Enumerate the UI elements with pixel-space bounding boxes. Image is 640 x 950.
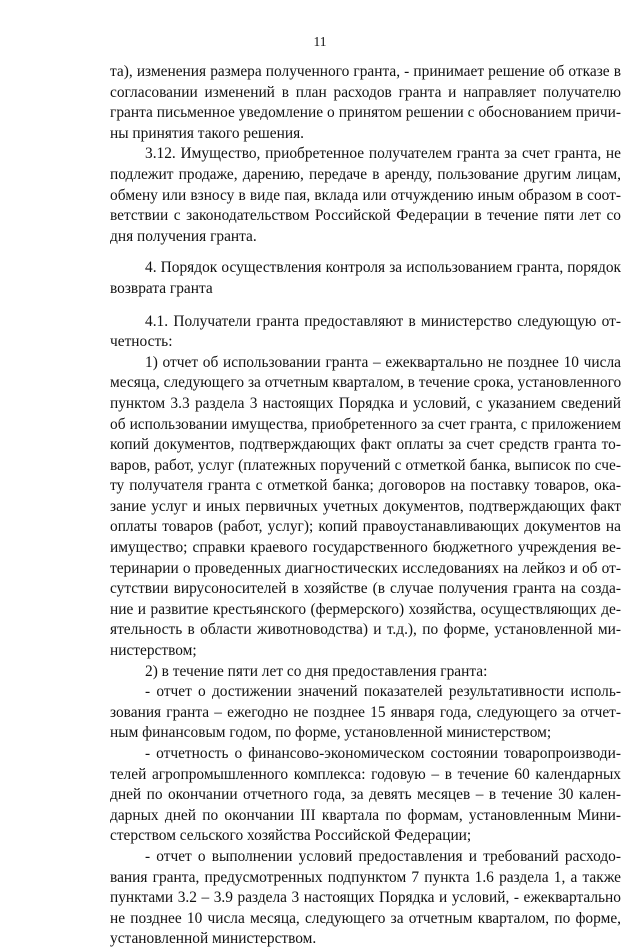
text-line: копий документов, подтверждающих факт оплаты за счет средств гранта то- xyxy=(110,436,621,454)
text-line: - отчетность о финансово-экономическом состоянии товаропроизводи- xyxy=(145,745,621,762)
text-line: 2) в течение пяти лет со дня предоставления гранта: xyxy=(145,662,488,680)
text-line: ятельность в области животноводства) и т.д.), по форме, установленной ми- xyxy=(110,621,621,639)
text-line: оплаты товаров (работ, услуг); копий правоустанавливающих документов на xyxy=(110,518,621,536)
text-line: телей агропромышленного комплекса: годовую – в течение 60 календарных xyxy=(110,765,621,783)
text-line: теринарии о проведенных диагностических исследованиях на лейкоз и об от- xyxy=(110,559,621,577)
text-line: подлежит продаже, дарению, передаче в аренду, пользование другим лицам, xyxy=(110,165,621,183)
text-line: установленной министерством. xyxy=(110,930,317,948)
text-line: не позднее 10 числа месяца, следующего за отчетным кварталом, по форме, xyxy=(110,909,621,927)
text-line: 4.1. Получатели гранта предоставляют в министерство следующую от- xyxy=(145,312,621,330)
text-line: стерством сельского хозяйства Российской Федерации; xyxy=(110,827,472,845)
text-line: зание услуг и иных первичных учетных документов, подтверждающих факт xyxy=(110,497,621,515)
text-line: гранта письменное уведомление о принятом решении с обоснованием причи- xyxy=(110,104,621,122)
text-line: дней по окончании отчетного года, за девять месяцев – в течение 30 кален- xyxy=(110,786,621,804)
text-line: об использовании имущества, приобретенного за счет гранта, с приложением xyxy=(110,415,621,433)
text-line: месяца, следующего за отчетным кварталом, в течение срока, установленного xyxy=(110,374,622,392)
paragraph-gap xyxy=(0,247,640,258)
text-line: имущество; справки краевого государственного бюджетного учреждения ве- xyxy=(110,539,621,557)
text-line: пунктами 3.2 – 3.9 раздела 3 настоящих Порядка и условий, - ежеквартально xyxy=(110,889,621,907)
text-line: ны принятия такого решения. xyxy=(110,124,305,142)
text-line: варов, работ, услуг (платежных поручений с отметкой банка, выписок по сче- xyxy=(110,456,621,474)
text-line: четность: xyxy=(110,333,173,351)
text-line: та), изменения размера полученного гранта, - принимает решение об отказе в xyxy=(110,63,621,80)
document-body xyxy=(0,62,640,950)
text-line: дарных дней по окончании III квартала по формам, установленным Мини- xyxy=(110,806,621,824)
text-line: - отчет о выполнении условий предоставления и требований расходо- xyxy=(145,847,621,865)
text-line: ние и развитие крестьянского (фермерского) хозяйства, осуществляющих де- xyxy=(110,600,621,618)
text-line: вания гранта, предусмотренных подпунктом 7 пункта 1.6 раздела 1, а также xyxy=(110,868,621,886)
text-line: ветствии с законодательством Российской Федерации в течение пяти лет со xyxy=(110,207,621,225)
text-line: обмену или взносу в виде пая, вклада или отчуждению иным образом в соот- xyxy=(110,186,621,204)
page-number: 11 xyxy=(313,34,327,49)
text-line: ным финансовым годом, по форме, установленной министерством; xyxy=(110,724,552,742)
text-line: зования гранта – ежегодно не позднее 15 января года, следующего за отчет- xyxy=(110,703,621,721)
text-line: дня получения гранта. xyxy=(110,227,257,245)
text-line: нистерством; xyxy=(110,642,197,660)
text-line: - отчет о достижении значений показателей результативности исполь- xyxy=(145,683,621,701)
text-line: 3.12. Имущество, приобретенное получателем гранта за счет гранта, не xyxy=(145,145,621,163)
text-line: 1) отчет об использовании гранта – ежеквартально не позднее 10 числа xyxy=(145,353,621,371)
text-line: сутствии вирусоносителей в хозяйстве (в случае получения гранта на созда- xyxy=(110,580,621,598)
text-line: 4. Порядок осуществления контроля за использованием гранта, порядок xyxy=(145,259,621,277)
paragraph-gap xyxy=(0,300,640,312)
text-line: согласовании изменений в план расходов гранта и направляет получателю xyxy=(110,83,621,101)
text-line: ту получателя гранта с отметкой банка; договоров на поставку товаров, ока- xyxy=(110,477,621,495)
text-line: возврата гранта xyxy=(110,279,213,297)
text-line: пунктом 3.3 раздела 3 настоящих Порядка и условий, с указанием сведений xyxy=(110,394,621,412)
